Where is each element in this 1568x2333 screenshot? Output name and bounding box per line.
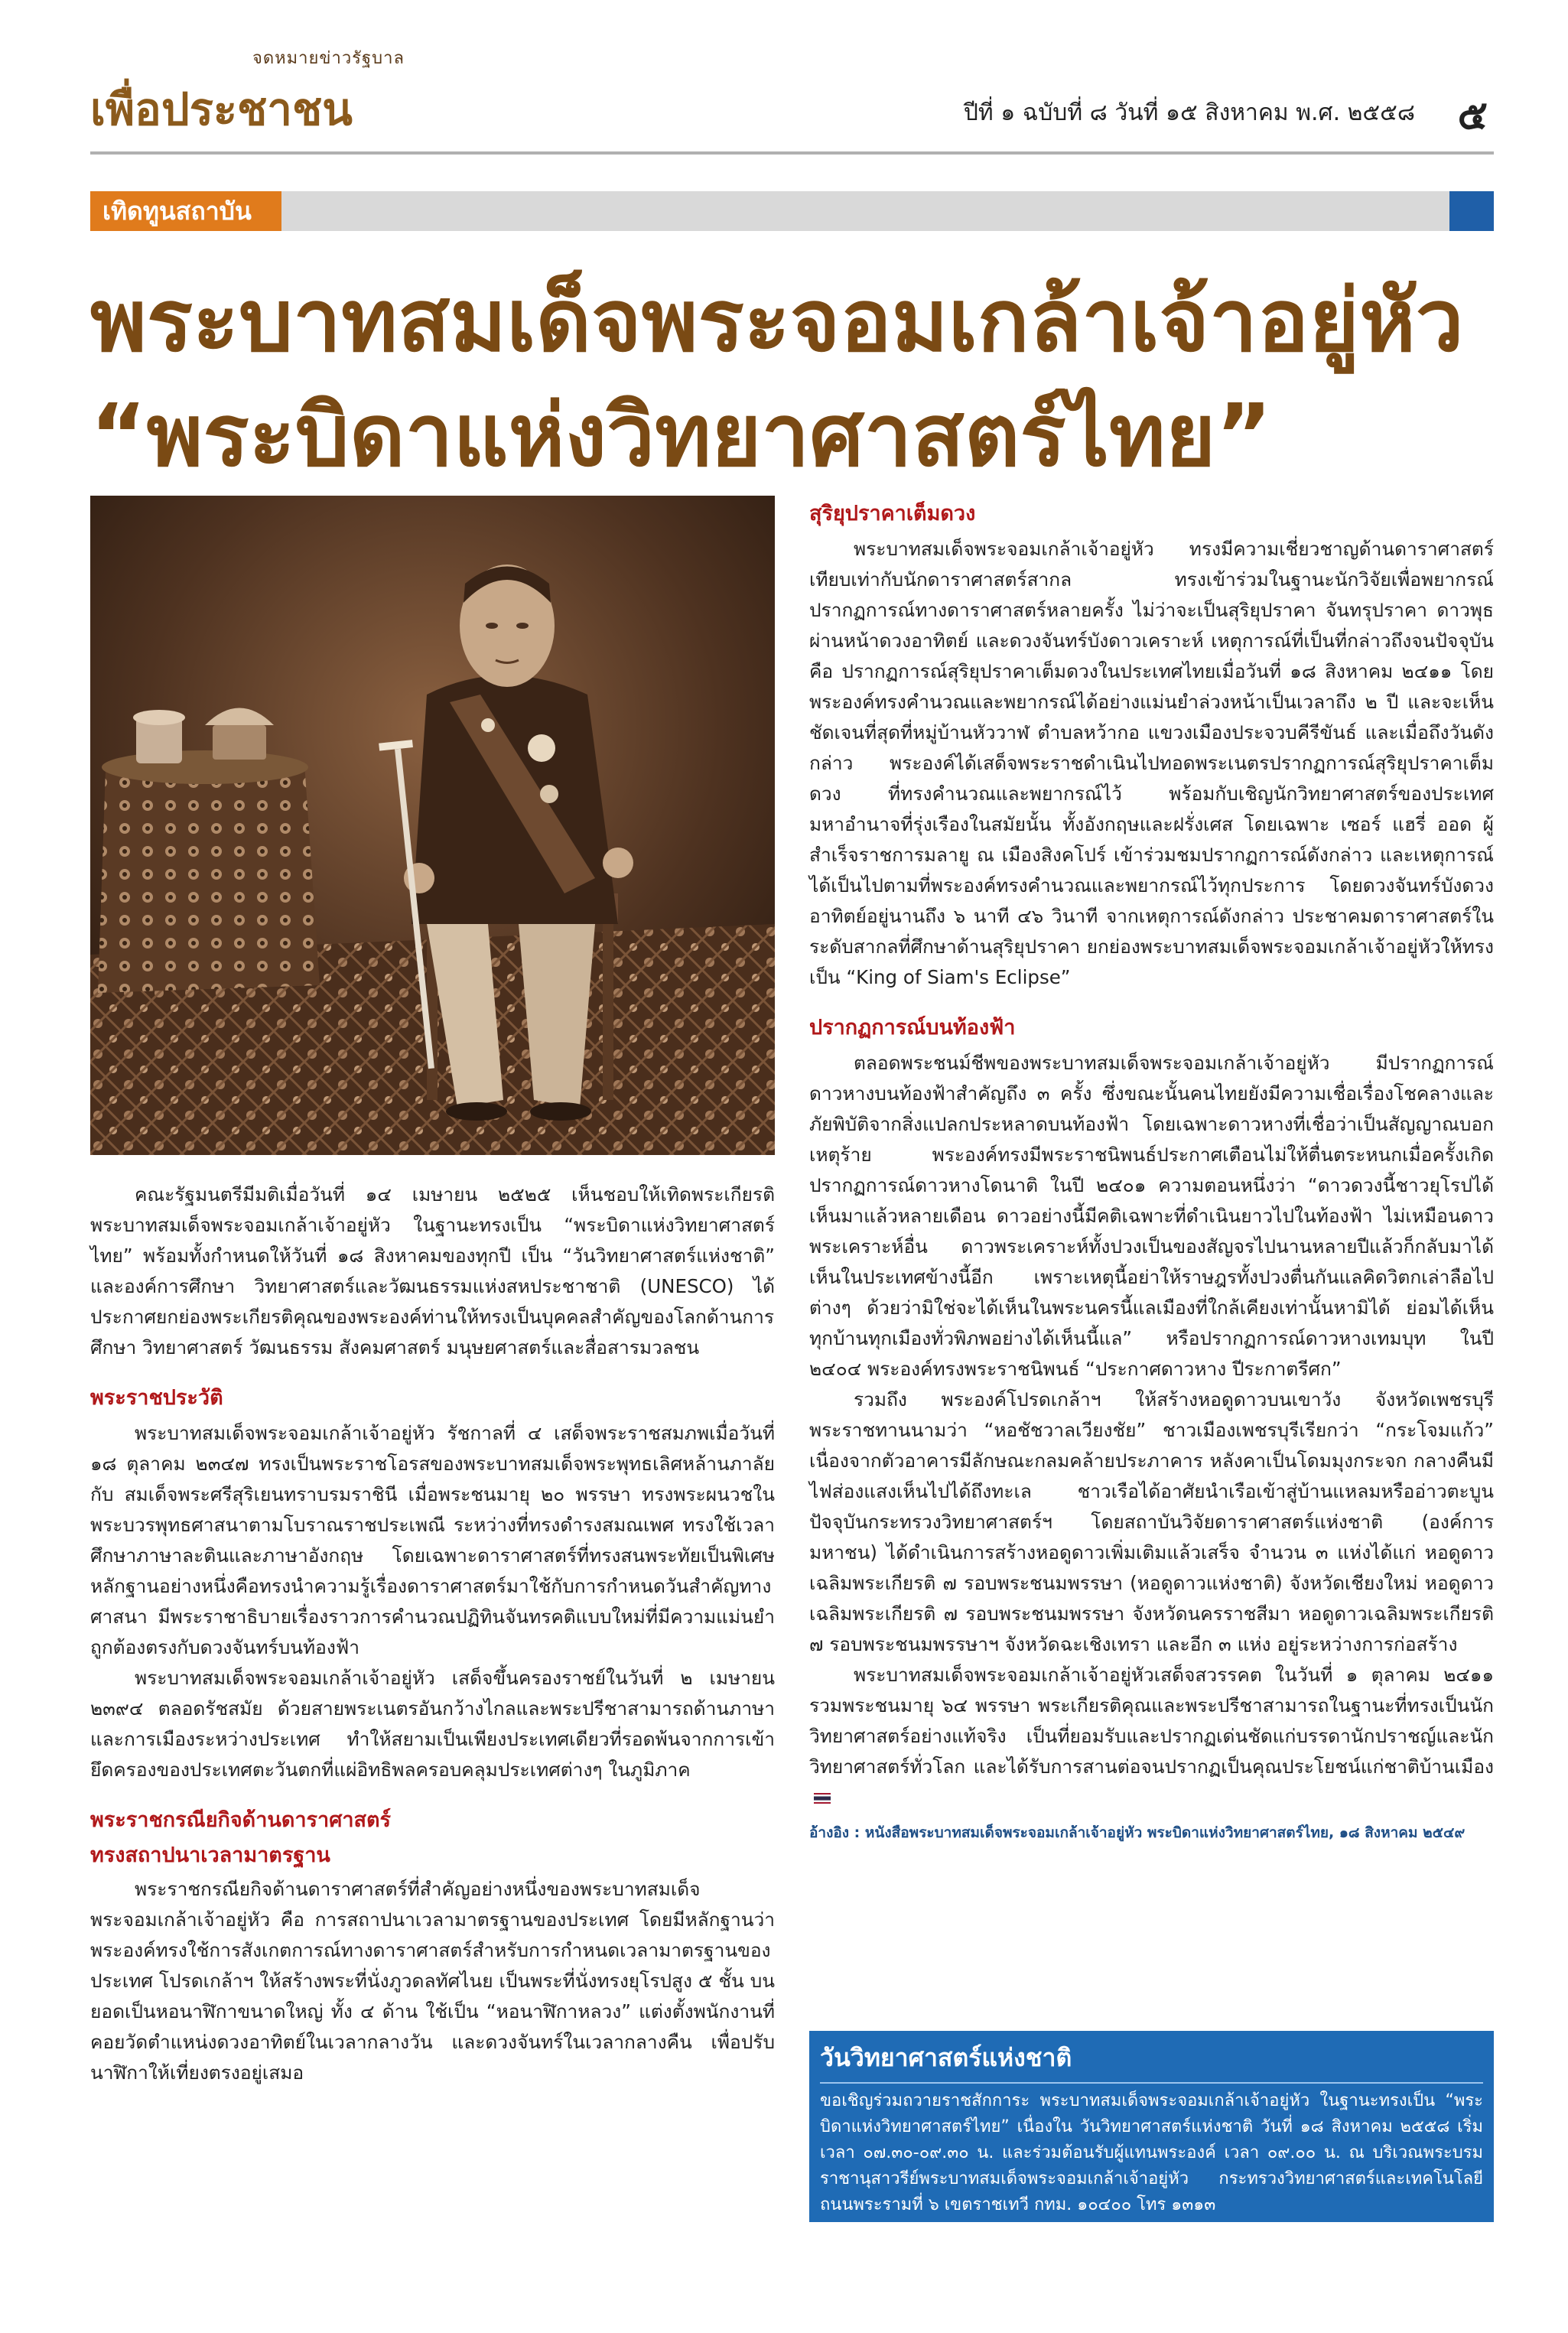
headline-line-2: “พระบิดาแห่งวิทยาศาสตร์ไทย”: [90, 386, 1273, 486]
reference-line: อ้างอิง : หนังสือพระบาทสมเด็จพระจอมเกล้าเจ้าอยู่หัว พระบิดาแห่งวิทยาศาสตร์ไทย, ๑๘ สิงหาคม ๒๕๔๙: [809, 1824, 1466, 1841]
subheading-biography: พระราชประวัติ: [90, 1386, 223, 1410]
page-number: ๕: [1457, 93, 1488, 138]
closing-text: พระบาทสมเด็จพระจอมเกล้าเจ้าอยู่หัวเสด็จสวรรคต ในวันที่ ๑ ตุลาคม ๒๔๑๑ รวมพระชนมายุ ๖๔ พรรษา พระเกียรติคุณและพระปรีชาสามารถในฐานะที่ทรงเป็นนักวิทยาศาสตร์อย่างแท้จริง เป็นที่ยอมรับและปรากฏเด่นชัดแก่บรรดานักปราชญ์และนักวิทยาศาสตร์ทั่วโลก และได้รับการสานต่อจนปรากฏเป็นคุณประโยชน์แก่ชาติบ้านเมือง: [809, 1664, 1494, 1778]
science-day-info-box: [809, 2031, 1494, 2222]
photo-caption-intro: คณะรัฐมนตรีมีมติเมื่อวันที่ ๑๔ เมษายน ๒๕๒๕ เห็นชอบให้เทิดพระเกียรติพระบาทสมเด็จพระจอมเกล้าเจ้าอยู่หัว ในฐานะทรงเป็น “พระบิดาแห่งวิทยาศาสตร์ไทย” พร้อมทั้งกำหนดให้วันที่ ๑๘ สิงหาคมของทุกปี เป็น “วันวิทยาศาสตร์แห่งชาติ” และองค์การศึกษา วิทยาศาสตร์และวัฒนธรรมแห่งสหประชาชาติ (UNESCO) ได้ประกาศยกย่องพระเกียรติคุณของพระองค์ท่านให้ทรงเป็นบุคคลสำคัญของโลกด้านการศึกษา วิทยาศาสตร์ วัฒนธรรม สังคมศาสตร์ มนุษยศาสตร์และสื่อสารมวลชน: [90, 1183, 775, 1358]
masthead-title: เพื่อประชาชน: [90, 83, 353, 135]
subheading-eclipse: สุริยุปราคาเต็มดวง: [809, 502, 976, 525]
thai-flag-icon: [814, 1793, 831, 1804]
closing-paragraph: [809, 1660, 1494, 1813]
biography-paragraph-2: พระบาทสมเด็จพระจอมเกล้าเจ้าอยู่หัว เสด็จขึ้นครองราชย์ในวันที่ ๒ เมษายน ๒๓๙๔ ตลอดรัชสมัย ด้วยสายพระเนตรอันกว้างไกลและพระปรีชาสามารถด้านภาษาและการเมืองระหว่างประเทศ ทำให้สยามเป็นเพียงประเทศเดียวที่รอดพ้นจากการเข้ายึดครองของประเทศตะวันตกที่แผ่อิทธิพลครอบคลุมประเทศต่างๆ ในภูมิภาค: [90, 1667, 775, 1781]
section-tag: เทิดทูนสถาบัน: [90, 191, 281, 231]
info-box-body: ขอเชิญร่วมถวายราชสักการะ พระบาทสมเด็จพระจอมเกล้าเจ้าอยู่หัว ในฐานะทรงเป็น “พระบิดาแห่งวิทยาศาสตร์ไทย” เนื่องใน วันวิทยาศาสตร์แห่งชาติ วันที่ ๑๘ สิงหาคม ๒๕๕๘ เริ่มเวลา ๐๗.๓๐-๐๙.๓๐ น. และร่วมต้อนรับผู้แทนพระองค์ เวลา ๐๙.๐๐ น. ณ บริเวณพระบรมราชานุสาวรีย์พระบาทสมเด็จพระจอมเกล้าเจ้าอยู่หัว กระทรวงวิทยาศาสตร์และเทคโนโลยี ถนนพระรามที่ ๖ เขตราชเทวี กทม. ๑๐๔๐๐ โทร ๑๓๑๓: [820, 2091, 1483, 2214]
top-rule: [90, 151, 1494, 155]
subheading-standard-time: ทรงสถาปนาเวลามาตรฐาน: [90, 1843, 330, 1867]
eclipse-paragraph: พระบาทสมเด็จพระจอมเกล้าเจ้าอยู่หัว ทรงมีความเชี่ยวชาญด้านดาราศาสตร์เทียบเท่ากับนักดาราศาสตร์สากล ทรงเข้าร่วมในฐานะนักวิจัยเพื่อพยากรณ์ปรากฏการณ์ทางดาราศาสตร์หลายครั้ง ไม่ว่าจะเป็นสุริยุปราคา จันทรุปราคา ดาวพุธผ่านหน้าดวงอาทิตย์ และดวงจันทร์บังดาวเคราะห์ เหตุการณ์ที่เป็นที่กล่าวถึงจนปัจจุบัน คือ ปรากฏการณ์สุริยุปราคาเต็มดวงในประเทศไทยเมื่อวันที่ ๑๘ สิงหาคม ๒๔๑๑ โดยพระองค์ทรงคำนวณและพยากรณ์ได้อย่างแม่นยำล่วงหน้าเป็นเวลาถึง ๒ ปี และจะเห็นชัดเจนที่สุดที่หมู่บ้านหัววาฬ ตำบลหว้ากอ แขวงเมืองประจวบคีรีขันธ์ และเมื่อถึงวันดังกล่าว พระองค์ได้เสด็จพระราชดำเนินไปทอดพระเนตรปรากฏการณ์สุริยุปราคาเต็มดวง ที่ทรงคำนวณและพยากรณ์ไว้ พร้อมกับเชิญนักวิทยาศาสตร์ของประเทศมหาอำนาจที่รุ่งเรืองในสมัยนั้น ทั้งอังกฤษและฝรั่งเศส โดยเฉพาะ เซอร์ แฮรี่ ออด ผู้สำเร็จราชการมลายู ณ เมืองสิงคโปร์ เข้าร่วมชมปรากฏการณ์ดังกล่าว และเหตุการณ์ได้เป็นไปตามที่พระองค์ทรงคำนวณและพยากรณ์ไว้ทุกประการ โดยดวงจันทร์บังดวงอาทิตย์อยู่นานถึง ๖ นาที ๔๖ วินาที จากเหตุการณ์ดังกล่าว ประชาคมดาราศาสตร์ในระดับสากลที่ศึกษาด้านสุริยุปราคา ยกย่องพระบาทสมเด็จพระจอมเกล้าเจ้าอยู่หัวให้ทรงเป็น “King of Siam's Eclipse”: [809, 538, 1494, 988]
observatory-paragraph: รวมถึง พระองค์โปรดเกล้าฯ ให้สร้างหอดูดาวบนเขาวัง จังหวัดเพชรบุรี พระราชทานนามว่า “หอชัชวาลเวียงชัย” ชาวเมืองเพชรบุรีเรียกว่า “กระโจมแก้ว” เนื่องจากตัวอาคารมีลักษณะกลมคล้ายประภาคาร หลังคาเป็นโดมมุงกระจก กลางคืนมีไฟส่องแสงเห็นไปได้ถึงทะเล ชาวเรือได้อาศัยนำเรือเข้าสู่บ้านแหลมหรืออ่าวตะบูน ปัจจุบันกระทรวงวิทยาศาสตร์ฯ โดยสถาบันวิจัยดาราศาสตร์แห่งชาติ (องค์การมหาชน) ได้ดำเนินการสร้างหอดูดาวเพิ่มเติมแล้วเสร็จ จำนวน ๓ แห่งได้แก่ หอดูดาวเฉลิมพระเกียรติ ๗ รอบพระชนมพรรษา (หอดูดาวแห่งชาติ) จังหวัดเชียงใหม่ หอดูดาวเฉลิมพระเกียรติ ๗ รอบพระชนมพรรษา จังหวัดนครราชสีมา หอดูดาวเฉลิมพระเกียรติ ๗ รอบพระชนมพรรษาฯ จังหวัดฉะเชิงเทรา และอีก ๓ แห่ง อยู่ระหว่างการก่อสร้าง: [809, 1388, 1494, 1655]
left-column: [90, 1180, 775, 2088]
standard-time-paragraph: พระราชกรณียกิจด้านดาราศาสตร์ที่สำคัญอย่างหนึ่งของพระบาทสมเด็จพระจอมเกล้าเจ้าอยู่หัว คือ การสถาปนาเวลามาตรฐานของประเทศ โดยมีหลักฐานว่าพระองค์ทรงใช้การสังเกตการณ์ทางดาราศาสตร์สำหรับการกำหนดเวลามาตรฐานของประเทศ โปรดเกล้าฯ ให้สร้างพระที่นั่งภูวดลทัศไนย เป็นพระที่นั่งทรงยุโรปสูง ๕ ชั้น บนยอดเป็นหอนาฬิกาขนาดใหญ่ ทั้ง ๔ ด้าน ใช้เป็น “หอนาฬิกาหลวง” แต่งตั้งพนักงานที่คอยวัดตำแหน่งดวงอาทิตย์ในเวลากลางวัน และดวงจันทร์ในเวลากลางคืน เพื่อปรับนาฬิกาให้เที่ยงตรงอยู่เสมอ: [90, 1878, 775, 2084]
headline-line-1: พระบาทสมเด็จพระจอมเกล้าเจ้าอยู่หัว: [90, 272, 1464, 371]
issue-line: ปีที่ ๑ ฉบับที่ ๘ วันที่ ๑๕ สิงหาคม พ.ศ. ๒๕๕๘: [963, 99, 1415, 126]
section-accent: [1449, 191, 1494, 231]
info-box-title: วันวิทยาศาสตร์แห่งชาติ: [820, 2039, 1483, 2084]
biography-paragraph-1: พระบาทสมเด็จพระจอมเกล้าเจ้าอยู่หัว รัชกาลที่ ๔ เสด็จพระราชสมภพเมื่อวันที่ ๑๘ ตุลาคม ๒๓๔๗ ทรงเป็นพระราชโอรสของพระบาทสมเด็จพระพุทธเลิศหล้านภาลัย กับ สมเด็จพระศรีสุริเยนทราบรมราชินี เมื่อพระชนมายุ ๒๐ พรรษา ทรงพระผนวชในพระบวรพุทธศาสนาตามโบราณราชประเพณี ระหว่างที่ทรงดำรงสมณเพศ ทรงใช้เวลาศึกษาภาษาละตินและภาษาอังกฤษ โดยเฉพาะดาราศาสตร์ที่ทรงสนพระทัยเป็นพิเศษ หลักฐานอย่างหนึ่งคือทรงนำความรู้เรื่องดาราศาสตร์มาใช้กับการกำหนดวันสำคัญทางศาสนา มีพระราชาธิบายเรื่องราวการคำนวณปฏิทินจันทรคติแบบใหม่ที่มีความแม่นยำถูกต้องตรงกับดวงจันทร์บนท้องฟ้า: [90, 1422, 775, 1658]
king-portrait-photo: [90, 496, 775, 1155]
right-column: [809, 499, 1494, 1843]
subheading-astronomy: พระราชกรณียกิจด้านดาราศาสตร์: [90, 1808, 392, 1832]
comet-paragraph: ตลอดพระชนม์ชีพของพระบาทสมเด็จพระจอมเกล้าเจ้าอยู่หัว มีปรากฏการณ์ดาวหางบนท้องฟ้าสำคัญถึง ๓ ครั้ง ซึ่งขณะนั้นคนไทยยังมีความเชื่อเรื่องโชคลางและภัยพิบัติจากสิ่งแปลกประหลาดบนท้องฟ้า โดยเฉพาะดาวหางที่เชื่อว่าเป็นสัญญาณบอกเหตุร้าย พระองค์ทรงมีพระราชนิพนธ์ประกาศเตือนไม่ให้ตื่นตระหนกเมื่อครั้งเกิดปรากฏการณ์ดาวหางโดนาติ ในปี ๒๔๐๑ ความตอนหนึ่งว่า “ดาวดวงนี้ชาวยุโรปได้เห็นมาแล้วหลายเดือน ดาวอย่างนี้มีคติเฉพาะที่ดำเนินยาวไปในท้องฟ้า ไม่เหมือนดาวพระเคราะห์อื่น ดาวพระเคราะห์ทั้งปวงเป็นของสัญจรไปนานหลายปีแล้วก็กลับมาได้เห็นในประเทศข้างนี้อีก เพราะเหตุนี้อย่าให้ราษฎรทั้งปวงตื่นกันแลคิดวิตกเล่าลือไปต่างๆ ด้วยว่ามิใช่จะได้เห็นในพระนครนี้แลเมืองที่ใกล้เคียงเท่านั้นหามิได้ ย่อมได้เห็นทุกบ้านทุกเมืองทั่วพิภพอย่างได้เห็นนี้แล” หรือปรากฏการณ์ดาวหางเทมบุท ในปี ๒๔๐๔ พระองค์ทรงพระราชนิพนธ์ “ประกาศดาวหาง ปีระกาตรีศก”: [809, 1052, 1494, 1380]
section-bar: [90, 191, 1494, 231]
masthead-subtitle: จดหมายข่าวรัฐบาล: [252, 49, 405, 68]
subheading-sky-phenomena: ปรากฏการณ์บนท้องฟ้า: [809, 1016, 1016, 1040]
